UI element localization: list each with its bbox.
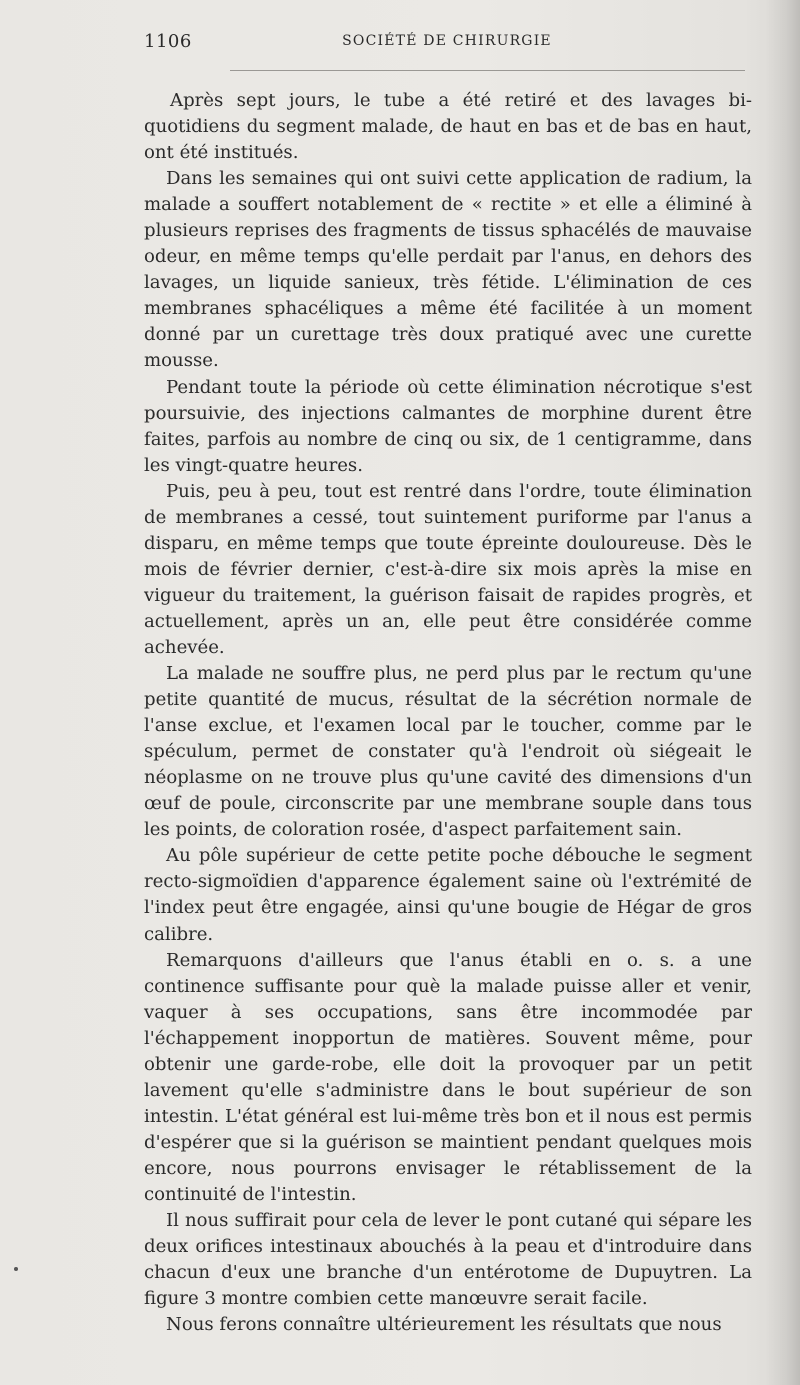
paragraph: Après sept jours, le tube a été retiré et des lavages bi-quotidiens du segment malade, de haut en bas et de bas en haut, ont été institués. — [144, 90, 752, 164]
body-text — [144, 88, 752, 1338]
running-head: SOCIÉTÉ DE CHIRURGIE — [342, 33, 552, 49]
paragraph: Pendant toute la période où cette élimination nécrotique s'est poursuivie, des injections calmantes de morphine durent être faites, parfois au nombre de cinq ou six, de 1 centigramme, dans les vingt-quatre heures. — [144, 376, 752, 476]
paragraph: Remarquons d'ailleurs que l'anus établi en o. s. a une continence suffisante pour què la malade puisse aller et venir, vaquer à ses occupations, sans être incommodée par l'échappement inopportun de matières. Souvent même, pour obtenir une garde-robe, elle doit la provoquer par un petit lavement qu'elle s'administre dans le bout supérieur de son intestin. L'état général est lui-même très bon et il nous est permis d'espérer que si la guérison se maintient pendant quelques mois encore, nous pourrons envisager le rétablissement de la continuité de l'intestin. — [144, 949, 752, 1205]
paragraph: Puis, peu à peu, tout est rentré dans l'ordre, toute élimination de membranes a cessé, tout suintement puriforme par l'anus a disparu, en même temps que toute épreinte douloureuse. Dès le mois de février dernier, c'est-à-dire six mois après la mise en vigueur du traitement, la guérison faisait de rapides progrès, et actuellement, après un an, elle peut être considérée comme achevée. — [144, 480, 752, 658]
header-rule — [230, 70, 745, 71]
paragraph: La malade ne souffre plus, ne perd plus par le rectum qu'une petite quantité de mucus, résultat de la sécrétion normale de l'anse exclue, et l'examen local par le toucher, comme par le spéculum, permet de constater qu'à l'endroit où siégeait le néoplasme on ne trouve plus qu'une cavité des dimensions d'un œuf de poule, circonscrite par une membrane souple dans tous les points, de coloration rosée, d'aspect parfaitement sain. — [144, 663, 752, 841]
ink-speck — [14, 1267, 18, 1271]
paragraph: Dans les semaines qui ont suivi cette application de radium, la malade a souffert notablement de « rectite » et elle a éliminé à plusieurs reprises des fragments de tissus sphacélés de mauvaise odeur, en même temps qu'elle perdait par l'anus, en dehors des lavages, un liquide sanieux, très fétide. L'élimination de ces membranes sphacéliques a même été facilitée à un moment donné par un curettage très doux pratiqué avec une curette mousse. — [144, 168, 752, 372]
paragraph: Nous ferons connaître ultérieurement les résultats que nous — [166, 1314, 722, 1336]
page-number: 1106 — [144, 31, 192, 52]
page-edge-shadow — [766, 0, 800, 1385]
paragraph: Il nous suffirait pour cela de lever le pont cutané qui sépare les deux orifices intestinaux abouchés à la peau et d'introduire dans chacun d'eux une branche d'un entérotome de Dupuytren. La figure 3 montre combien cette manœuvre serait facile. — [144, 1210, 752, 1310]
paragraph: Au pôle supérieur de cette petite poche débouche le segment recto-sigmoïdien d'apparence également saine où l'extrémité de l'index peut être engagée, ainsi qu'une bougie de Hégar de gros calibre. — [144, 845, 752, 945]
page-header — [144, 31, 750, 55]
